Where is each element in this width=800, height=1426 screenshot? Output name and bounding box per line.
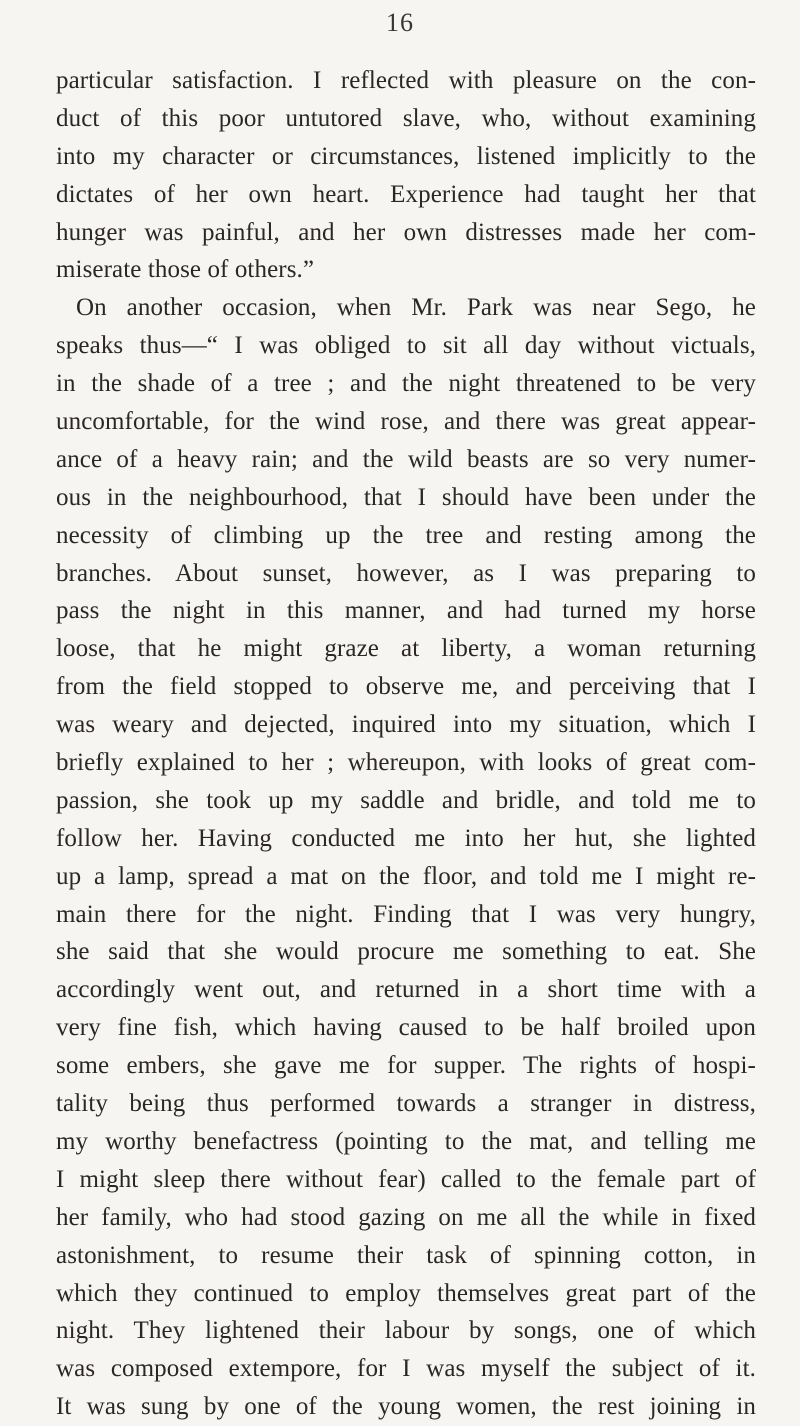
text-line: loose, that he might graze at liberty, a woman returning xyxy=(56,635,756,663)
text-line: into my character or circumstances, listened implicitly to the xyxy=(56,142,756,170)
text-line: uncomfortable, for the wind rose, and there was great appear- xyxy=(56,408,756,436)
text-line: pass the night in this manner, and had turned my horse xyxy=(56,597,756,625)
page-number: 16 xyxy=(386,8,414,37)
text-line: main there for the night. Finding that I was very hungry, xyxy=(56,900,756,928)
text-line: tality being thus performed towards a stranger in distress, xyxy=(56,1090,756,1118)
text-line: particular satisfaction. I reflected with pleasure on the con- xyxy=(56,67,756,94)
text-line: miserate those of others.” xyxy=(56,256,315,284)
text-line: in the shade of a tree ; and the night threatened to be very xyxy=(56,370,756,398)
text-line: hunger was painful, and her own distresses made her com- xyxy=(56,218,756,246)
text-line: which they continued to employ themselves great part of the xyxy=(56,1279,756,1307)
text-line: was weary and dejected, inquired into my situation, which I xyxy=(56,711,756,739)
text-line: night. They lightened their labour by songs, one of which xyxy=(56,1317,756,1345)
body-text xyxy=(56,62,756,1426)
text-line: she said that she would procure me something to eat. She xyxy=(56,938,756,966)
text-line: briefly explained to her ; whereupon, with looks of great com- xyxy=(56,749,756,777)
text-line: her family, who had stood gazing on me all the while in fixed xyxy=(56,1203,756,1231)
text-line: my worthy benefactress (pointing to the mat, and telling me xyxy=(56,1127,756,1155)
text-line: up a lamp, spread a mat on the floor, and told me I might re- xyxy=(56,862,756,890)
text-line: follow her. Having conducted me into her hut, she lighted xyxy=(56,824,756,852)
text-line: necessity of climbing up the tree and resting among the xyxy=(56,521,756,549)
text-line: passion, she took up my saddle and bridle, and told me to xyxy=(56,786,756,814)
text-line: from the field stopped to observe me, and perceiving that I xyxy=(56,673,756,701)
text-line: very fine fish, which having caused to be half broiled upon xyxy=(56,1014,756,1042)
text-line: ous in the neighbourhood, that I should have been under the xyxy=(56,483,756,511)
text-line: dictates of her own heart. Experience had taught her that xyxy=(56,180,756,208)
text-line: branches. About sunset, however, as I was preparing to xyxy=(56,559,756,587)
text-line: was composed extempore, for I was myself the subject of it. xyxy=(56,1355,756,1383)
text-line: ance of a heavy rain; and the wild beasts are so very numer- xyxy=(56,445,756,473)
text-line: speaks thus—“ I was obliged to sit all day without victuals, xyxy=(56,332,756,360)
text-line: duct of this poor untutored slave, who, without examining xyxy=(56,104,756,132)
text-line: accordingly went out, and returned in a short time with a xyxy=(56,976,756,1004)
text-line: some embers, she gave me for supper. The rights of hospi- xyxy=(56,1052,756,1080)
text-line: astonishment, to resume their task of spinning cotton, in xyxy=(56,1241,756,1269)
text-line: It was sung by one of the young women, the rest joining in xyxy=(56,1393,756,1421)
text-line: I might sleep there without fear) called to the female part of xyxy=(56,1165,756,1193)
text-line: On another occasion, when Mr. Park was near Sego, he xyxy=(76,294,756,322)
